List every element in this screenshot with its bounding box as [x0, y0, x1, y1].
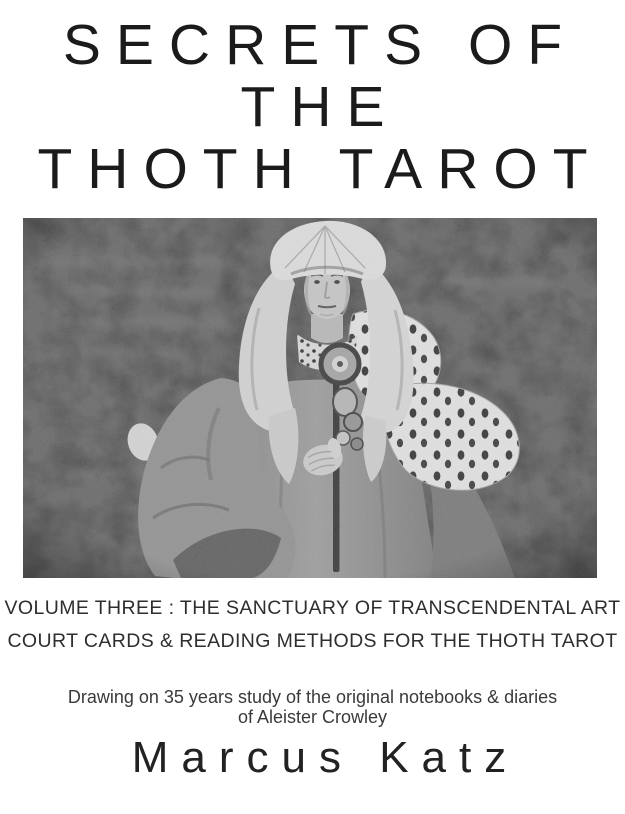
tagline-line-1: Drawing on 35 years study of the original notebooks & diaries — [67, 687, 558, 707]
tagline-line-2: of Aleister Crowley — [237, 707, 388, 727]
title-line-3: THOTH TAROT — [37, 137, 603, 201]
subtitle-court-cards: COURT CARDS & READING METHODS FOR THE THOTH TAROT — [7, 630, 618, 652]
title-line-1: SECRETS OF — [62, 13, 578, 77]
crowley-portrait-illustration — [23, 218, 597, 578]
subtitle-volume: VOLUME THREE : THE SANCTUARY OF TRANSCENDENTAL ART — [4, 597, 621, 619]
title-line-2: THE — [240, 75, 400, 139]
book-title — [0, 14, 625, 200]
author-name: Marcus Katz — [131, 733, 520, 782]
tagline — [0, 687, 625, 727]
vignette-overlay — [23, 218, 597, 578]
cover-photo — [23, 218, 597, 578]
